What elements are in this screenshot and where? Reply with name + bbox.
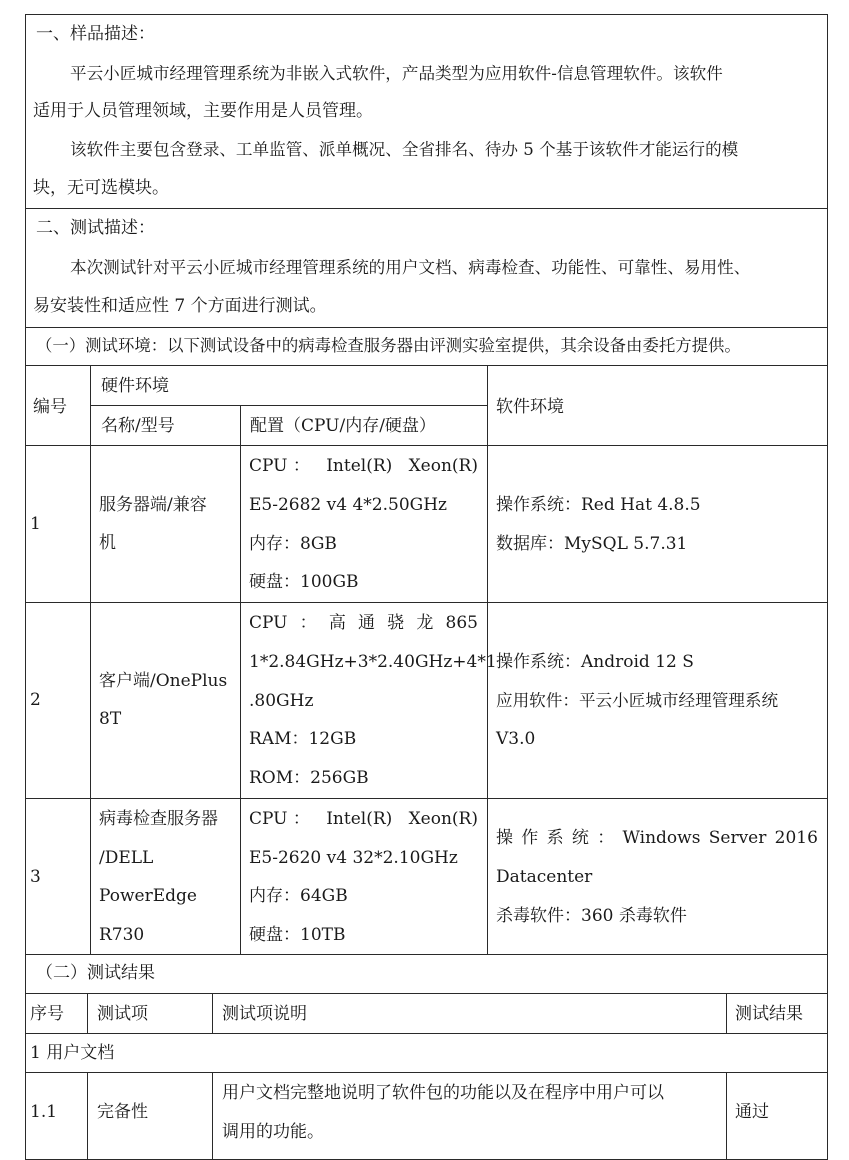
env-row-id: 1	[30, 514, 41, 534]
env-row-name: /DELL	[99, 848, 154, 868]
env-grid-line	[90, 365, 91, 954]
results-col-result: 测试结果	[735, 1004, 803, 1024]
results-row-desc: 调用的功能。	[222, 1122, 324, 1142]
env-row-id: 2	[30, 690, 41, 710]
results-row-desc: 用户文档完整地说明了软件包的功能以及在程序中用户可以	[222, 1083, 664, 1103]
env-col-hardware: 硬件环境	[101, 376, 169, 396]
env-row-name: R730	[99, 925, 145, 945]
results-group-label: 1 用户文档	[30, 1043, 115, 1063]
results-grid-line	[212, 1072, 213, 1160]
env-grid-line	[25, 445, 828, 446]
env-heading: （一）测试环境：以下测试设备中的病毒检查服务器由评测实验室提供，其余设备由委托方提供。	[36, 336, 741, 355]
env-row-software: 杀毒软件：360 杀毒软件	[496, 906, 687, 926]
env-col-config: 配置（CPU/内存/硬盘）	[250, 416, 436, 436]
env-row-config: E5-2682 v4 4*2.50GHz	[249, 495, 447, 515]
results-row-result: 通过	[735, 1102, 769, 1122]
results-heading: （二）测试结果	[36, 963, 155, 983]
divider	[25, 208, 828, 209]
section1-paragraph1-line2: 适用于人员管理领域，主要作用是人员管理。	[33, 101, 373, 121]
env-col-software: 软件环境	[496, 397, 564, 417]
section1-paragraph1-line1: 平云小匠城市经理管理系统为非嵌入式软件，产品类型为应用软件-信息管理软件。该软件	[70, 64, 723, 83]
section2-line2: 易安装性和适应性 7 个方面进行测试。	[33, 296, 327, 316]
env-row-name: 8T	[99, 709, 122, 729]
env-row-config: ROM：256GB	[249, 768, 369, 788]
env-grid-line	[25, 798, 828, 799]
env-row-software: Datacenter	[496, 867, 593, 887]
results-col-item: 测试项	[97, 1004, 148, 1024]
env-row-id: 3	[30, 867, 41, 887]
env-row-config: RAM：12GB	[249, 729, 357, 749]
results-grid-line	[87, 1072, 88, 1160]
env-row-software: 操 作 系 统 ： Windows Server 2016	[496, 828, 818, 848]
env-col-name: 名称/型号	[101, 416, 175, 436]
results-col-no: 序号	[30, 1004, 64, 1024]
results-row-no: 1.1	[30, 1102, 58, 1122]
env-row-config: .80GHz	[249, 691, 314, 711]
divider	[25, 1033, 828, 1034]
env-row-software: 应用软件：平云小匠城市经理管理系统	[496, 691, 779, 710]
env-row-config: CPU ： Intel(R) Xeon(R)	[249, 456, 478, 476]
env-grid-line	[90, 405, 487, 406]
env-row-config: CPU ： Intel(R) Xeon(R)	[249, 809, 478, 829]
env-row-name: 服务器端/兼容	[99, 495, 207, 515]
section1-heading: 一、样品描述：	[36, 24, 155, 44]
env-row-name: 病毒检查服务器	[99, 809, 218, 829]
env-row-software: 操作系统：Android 12 S	[496, 652, 694, 672]
env-grid-line	[25, 602, 828, 603]
section2-heading: 二、测试描述：	[36, 218, 155, 238]
env-row-config: E5-2620 v4 32*2.10GHz	[249, 848, 458, 868]
env-row-software: 操作系统：Red Hat 4.8.5	[496, 495, 701, 515]
env-row-config: CPU ： 高 通 骁 龙 865	[249, 613, 478, 633]
divider	[25, 1072, 828, 1073]
env-grid-line	[240, 405, 241, 954]
results-grid-line	[726, 1072, 727, 1160]
results-grid-line	[87, 993, 88, 1033]
results-grid-line	[212, 993, 213, 1033]
env-row-name: 客户端/OnePlus	[99, 671, 228, 691]
results-grid-line	[726, 993, 727, 1033]
env-row-name: PowerEdge	[99, 886, 197, 906]
env-row-software: 数据库：MySQL 5.7.31	[496, 534, 688, 554]
divider	[25, 993, 828, 994]
env-grid-line	[25, 954, 828, 955]
env-row-software: V3.0	[496, 729, 536, 749]
section2-line1: 本次测试针对平云小匠城市经理管理系统的用户文档、病毒检查、功能性、可靠性、易用性、	[70, 258, 751, 277]
divider	[25, 327, 828, 328]
env-row-config: 内存：8GB	[249, 534, 337, 554]
divider	[25, 365, 828, 366]
section1-paragraph2-line2: 块，无可选模块。	[33, 178, 169, 198]
env-row-config: 1*2.84GHz+3*2.40GHz+4*1	[249, 652, 497, 672]
env-col-id: 编号	[33, 397, 67, 417]
results-col-desc: 测试项说明	[222, 1004, 307, 1024]
env-row-name: 机	[99, 533, 116, 553]
env-row-config: 内存：64GB	[249, 886, 348, 906]
env-row-config: 硬盘：100GB	[249, 572, 359, 592]
results-row-item: 完备性	[97, 1102, 148, 1122]
env-row-config: 硬盘：10TB	[249, 925, 346, 945]
section1-paragraph2-line1: 该软件主要包含登录、工单监管、派单概况、全省排名、待办 5 个基于该软件才能运行的模	[70, 140, 739, 159]
